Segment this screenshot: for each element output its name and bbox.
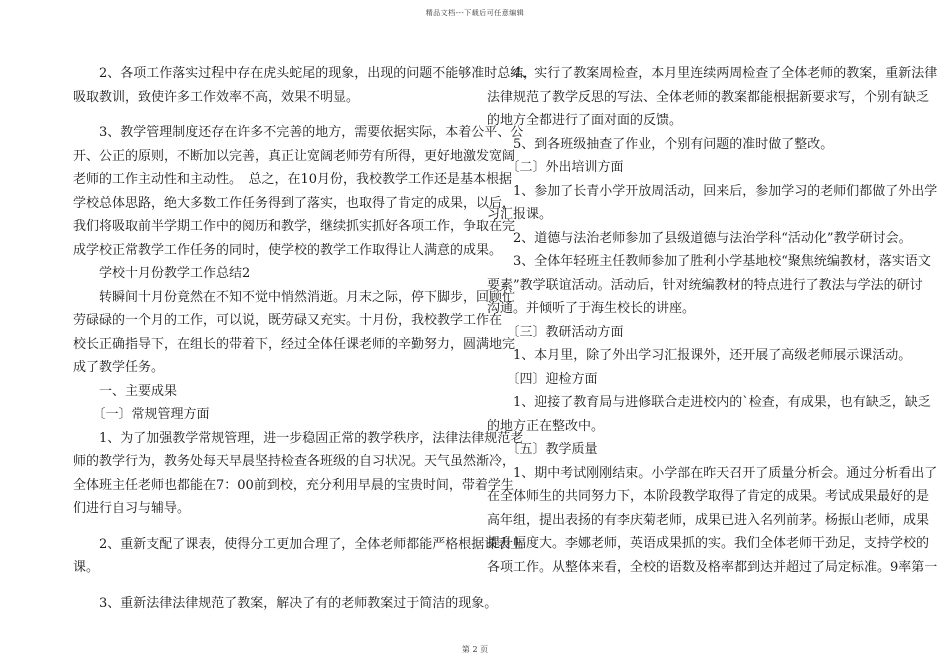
text-line: 成了教学任务。 [73,360,165,375]
page-header: 精品文档---下载后可任意编辑 [425,9,525,17]
text-line: 劳碌碌的一个月的工作，可以说，既劳碌又充实。十月份，我校教学工作在 [73,313,503,328]
right-column [487,62,938,579]
text-line: 课。 [73,560,100,575]
paragraph-gap [73,580,473,592]
text-line: 〔三〕教研活动方面 [487,324,624,340]
text-line: 〔五〕教学质量 [487,442,598,457]
text-line: 提升幅度大。李娜老师，英语成果抓的实。我们全体老师干劲足，支持学校的 [487,536,930,551]
text-line: 3、全体年轻班主任教师参加了胜利小学基地校“聚焦统编教材，落实语文 [487,254,931,269]
text-line: 3、教学管理制度还存在许多不完善的地方，需要依据实际，本着公平、公 [73,125,524,140]
page-number: 第 2 页 [461,645,489,654]
text-line: 成学校正常教学工作任务的同时，使学校的教学工作取得让人满意的成果。 [73,242,503,258]
text-line: 吸取教训，致使许多工作效率不高，效果不明显。 [73,89,360,105]
text-line: 法律规范了教学反思的写法、全体老师的教案都能根据新要求写，个别有缺乏 [487,89,930,105]
text-line: 学校总体思路，绝大多数工作任务得到了落实，也取得了肯定的成果，以后， [73,195,516,211]
text-line: 转瞬间十月份竟然在不知不觉中悄然消逝。月末之际，停下脚步，回顾忙 [73,289,516,305]
text-line: 们进行自习与辅导。 [73,501,191,516]
text-line: 校长正确指导下，在组长的带着下，经过全体任课老师的辛勤努力，圆满地完 [73,336,516,352]
text-line: 一、主要成果 [73,383,178,399]
text-line: 1、为了加强教学常规管理，进一步稳固正常的教学秩序，法律法律规范老 [73,430,524,446]
text-line: 开、公正的原则，不断加以完善，真正让宽阔老师劳有所得，更好地激发宽阔 [73,148,516,164]
text-line: 1、迎接了教育局与进修联合走进校内的`检查，有成果，也有缺乏，缺乏 [487,395,931,410]
text-line: 的地方全都进行了面对面的反馈。 [487,113,683,128]
text-line: 〔四〕迎检方面 [487,371,598,387]
text-line: 高年组，提出表扬的有李庆菊老师，成果已进入名列前茅。杨振山老师，成果 [487,512,930,528]
text-line: 沟通。并倾听了于海生校长的讲座。 [487,301,696,316]
text-line: 老师的工作主动性和主动性。 总之，在10月份，我校教学工作还是基本根据 [73,172,513,187]
text-line: 师的教学行为，教务处每天早晨坚持检查各班级的自习状况。天气虽然渐冷， [73,454,516,469]
text-line: 1、期中考试刚刚结束。小学部在昨天召开了质量分析会。通过分析看出了 [487,465,938,481]
text-line: 2、道德与法治老师参加了县级道德与法治学科“活动化”教学研讨会。 [487,230,912,246]
text-line: 3、重新法律法律规范了教案，解决了有的老师教案过于简洁的现象。 [73,595,498,611]
text-line: 我们将吸取前半学期工作中的阅历和教学，继续抓实抓好各项工作，争取在完 [73,219,516,234]
paragraph-gap [73,521,473,533]
paragraph-gap [73,109,473,121]
text-line: 的地方正在整改中。 [487,418,605,434]
text-line: 〔一〕常规管理方面 [73,407,210,422]
text-line: 要素”教学联谊活动。活动后，针对统编教材的特点进行了教法与学法的研讨 [487,277,923,293]
text-line: 全体班主任老师也都能在7：00前到校，充分利用早晨的宝贵时间，带着学生 [73,477,514,493]
text-line: 〔二〕外出培训方面 [487,160,624,175]
text-line: 学校十月份教学工作总结2 [73,266,251,281]
text-line: 各项工作。从整体来看，全校的语数及格率都到达并超过了局定标准。9率第一 [487,559,938,575]
text-line: 2、重新支配了课表，使得分工更加合理了，全体老师都能严格根据课表上 [73,536,524,552]
text-line: 在全体师生的共同努力下，本阶段教学取得了肯定的成果。考试成果最好的是 [487,489,930,504]
text-line: 1、参加了长青小学开放周活动，回来后，参加学习的老师们都做了外出学 [487,183,938,199]
text-line: 4、实行了教案周检查，本月里连续两周检查了全体老师的教案，重新法律 [487,66,938,81]
text-line: 习汇报课。 [487,207,553,222]
text-line: 2、各项工作落实过程中存在虎头蛇尾的现象，出现的问题不能够准时总结， [73,66,537,81]
text-line: 1、本月里，除了外出学习汇报课外，还开展了高级老师展示课活动。 [487,348,912,363]
text-line: 5、到各班级抽查了作业，个别有问题的准时做了整改。 [487,136,834,152]
